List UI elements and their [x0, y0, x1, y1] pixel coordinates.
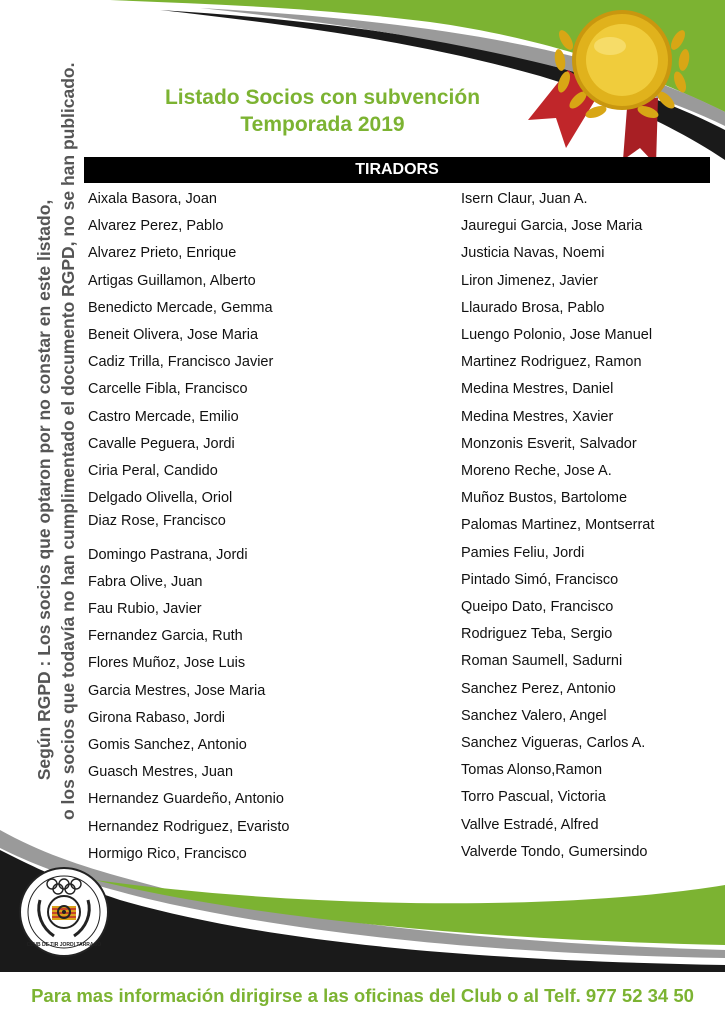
list-item: Martinez Rodriguez, Ramon [461, 354, 642, 371]
list-item: Gomis Sanchez, Antonio [88, 737, 247, 753]
list-item: Carcelle Fibla, Francisco [88, 381, 248, 398]
list-item: Aixala Basora, Joan [88, 191, 217, 207]
list-item: Alvarez Prieto, Enrique [88, 245, 237, 262]
side-note-line-1: Según RGPD : Los socios que optaron por no constar en este listado, [34, 199, 54, 781]
list-item: Hernandez Guardeño, Antonio [88, 791, 284, 808]
list-item: Cavalle Peguera, Jordi [88, 435, 235, 452]
list-item: Justicia Navas, Noemi [461, 245, 605, 262]
list-item: Delgado Olivella, Oriol [88, 490, 233, 507]
list-item: Jauregui Garcia, Jose Maria [461, 218, 643, 235]
club-logo [18, 866, 110, 958]
list-item: Alvarez Perez, Pablo [88, 218, 224, 235]
list-item: Muñoz Bustos, Bartolome [461, 490, 628, 507]
list-item: Hernandez Rodriguez, Evaristo [88, 818, 290, 835]
list-item: Pintado Simó, Francisco [461, 571, 619, 588]
list-item: Torro Pascual, Victoria [461, 789, 606, 806]
list-item: Hormigo Rico, Francisco [88, 845, 247, 862]
list-item: Medina Mestres, Xavier [461, 408, 614, 425]
list-item: Diaz Rose, Francisco [88, 513, 226, 530]
list-item: Medina Mestres, Daniel [461, 381, 614, 398]
list-item: Garcia Mestres, Jose Maria [88, 682, 266, 699]
list-item: Sanchez Valero, Angel [461, 707, 607, 724]
footer-contact: Para mas información dirigirse a las oficinas del Club o al Telf. 977 52 34 50 [31, 985, 694, 1006]
section-header: TIRADORS [84, 157, 710, 183]
list-item: Rodriguez Teba, Sergio [461, 626, 613, 643]
list-item: Benedicto Mercade, Gemma [88, 299, 273, 316]
list-item: Domingo Pastrana, Jordi [88, 546, 248, 563]
list-item: Guasch Mestres, Juan [88, 764, 234, 781]
title-line-1: Listado Socios con subvención [164, 86, 481, 109]
list-item: Sanchez Vigueras, Carlos A. [461, 735, 646, 751]
list-item: Cadiz Trilla, Francisco Javier [88, 354, 274, 371]
list-item: Castro Mercade, Emilio [88, 408, 239, 425]
list-item: Palomas Martinez, Montserrat [461, 517, 655, 534]
logo-text: CLUB DE TIR JORDI TARRAGÓ [26, 942, 102, 948]
page-title [110, 84, 535, 138]
title-line-2: Temporada 2019 [240, 113, 405, 136]
list-item: Liron Jimenez, Javier [461, 272, 598, 289]
list-item: Flores Muñoz, Jose Luis [88, 655, 246, 672]
list-item: Fau Rubio, Javier [88, 601, 202, 617]
list-item: Fabra Olive, Juan [88, 573, 203, 590]
gold-medal-icon [528, 0, 718, 175]
list-item: Ciria Peral, Candido [88, 463, 218, 479]
list-item: Beneit Olivera, Jose Maria [88, 327, 259, 343]
list-item: Roman Saumell, Sadurni [461, 653, 623, 670]
list-item: Queipo Dato, Francisco [461, 599, 614, 615]
list-item: Isern Claur, Juan A. [461, 191, 588, 207]
list-item: Girona Rabaso, Jordi [88, 709, 226, 726]
list-item: Luengo Polonio, Jose Manuel [461, 327, 653, 343]
list-item: Sanchez Perez, Antonio [461, 680, 616, 697]
list-item: Pamies Feliu, Jordi [461, 544, 585, 561]
side-note-line-2: o los socios que todavía no han cumplimentado el documento RGPD, no se han publicado. [58, 62, 78, 820]
list-item: Tomas Alonso,Ramon [461, 762, 603, 779]
list-item: Moreno Reche, Jose A. [461, 463, 612, 479]
list-item: Vallve Estradé, Alfred [461, 816, 599, 833]
list-item: Fernandez Garcia, Ruth [88, 628, 243, 645]
list-item: Monzonis Esverit, Salvador [461, 435, 637, 452]
list-item: Llaurado Brosa, Pablo [461, 299, 605, 316]
list-item: Valverde Tondo, Gumersindo [461, 843, 648, 860]
list-item: Artigas Guillamon, Alberto [88, 272, 256, 289]
